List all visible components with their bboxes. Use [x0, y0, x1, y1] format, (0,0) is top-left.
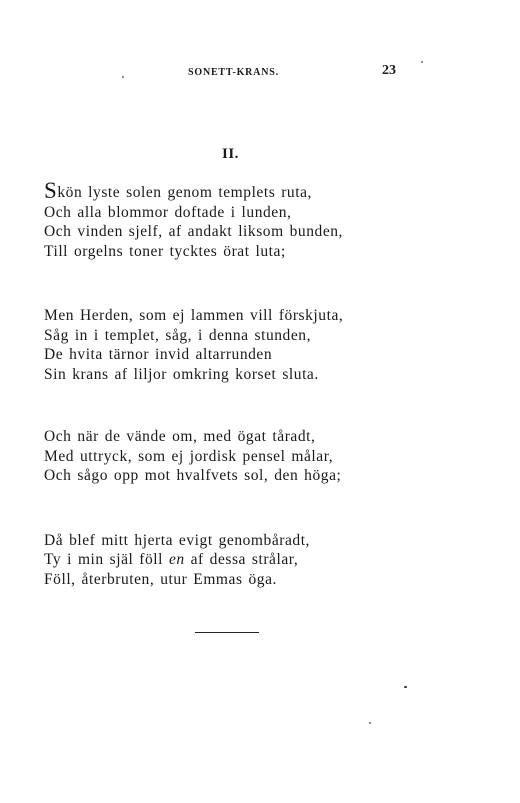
- running-title: SONETT-KRANS.: [188, 67, 279, 78]
- sonnet: [44, 178, 384, 589]
- poem-line: [44, 178, 384, 203]
- line-text: Ty i min själ föll: [44, 551, 169, 568]
- paper-speck: [122, 76, 124, 78]
- poem-line: [44, 550, 384, 570]
- poem-line: Såg in i templet, såg, i denna stunden,: [44, 326, 311, 344]
- poem-line: De hvita tärnor invid altarrunden: [44, 346, 273, 363]
- poem-line: Då blef mitt hjerta evigt genombåradt,: [44, 531, 310, 549]
- stanza-4: [44, 531, 384, 590]
- poem-line: Och alla blommor doftade i lunden,: [44, 203, 292, 221]
- stanza-3: [44, 427, 384, 486]
- paper-speck: [369, 722, 371, 724]
- line-text: kön lyste solen genom templets ruta,: [57, 184, 312, 201]
- poem-line: Och vinden sjelf, af andakt liksom bunden,: [44, 223, 343, 240]
- poem-line: Med uttryck, som ej jordisk pensel målar,: [44, 447, 334, 465]
- poem-line: Och sågo opp mot hvalfvets sol, den höga;: [44, 467, 342, 484]
- section-numeral: II.: [222, 146, 239, 162]
- paper-speck: [404, 686, 407, 688]
- paper-speck: [421, 61, 423, 63]
- line-text: af dessa strålar,: [184, 551, 299, 568]
- poem-line: Till orgelns toner tycktes örat luta;: [44, 242, 286, 260]
- stanza-1: [44, 178, 384, 261]
- page-number: 23: [382, 63, 396, 78]
- poem-line: Föll, återbruten, utur Emmas öga.: [44, 570, 277, 588]
- poem-line: Och när de vände om, med ögat tåradt,: [44, 428, 316, 445]
- emphasized-word: en: [168, 551, 185, 568]
- end-rule: [195, 632, 259, 633]
- stanza-2: [44, 306, 384, 384]
- drop-cap: S: [44, 178, 58, 203]
- poem-line: Sin krans af liljor omkring korset sluta.: [44, 365, 319, 383]
- poem-line: Men Herden, som ej lammen vill förskjuta,: [44, 307, 344, 324]
